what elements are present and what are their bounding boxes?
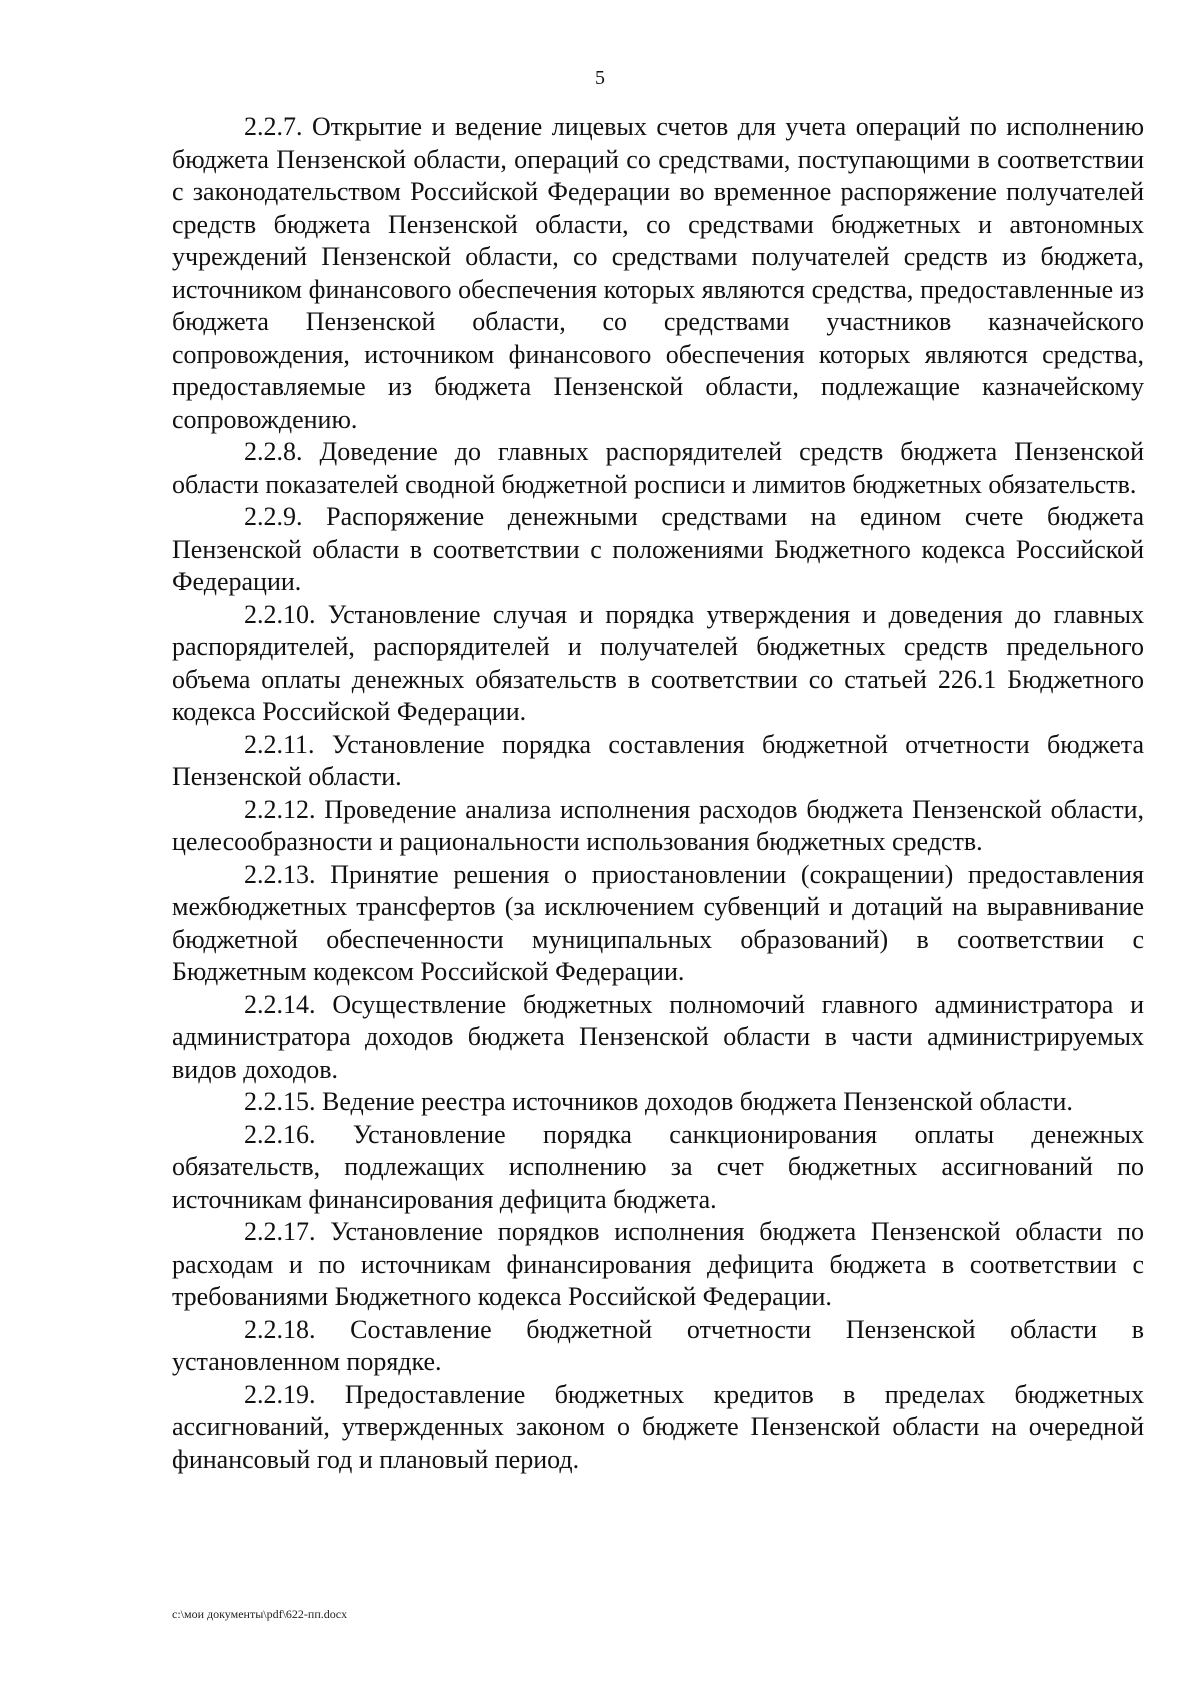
paragraph-2-2-8: 2.2.8. Доведение до главных распорядителей средств бюджета Пензенской области показателей сводной бюджетной росписи и лимитов бюджетных обязательств. [172, 437, 1144, 499]
paragraph-2-2-12: 2.2.12. Проведение анализа исполнения расходов бюджета Пензенской области, целесообразности и рациональности использования бюджетных средств. [172, 794, 1144, 856]
paragraph-2-2-18: 2.2.18. Составление бюджетной отчетности Пензенской области в установленном порядке. [172, 1314, 1144, 1376]
paragraph-2-2-9: 2.2.9. Распоряжение денежными средствами на едином счете бюджета Пензенской области в соответствии с положениями Бюджетного кодекса Российской Федерации. [172, 502, 1144, 596]
paragraph-2-2-17: 2.2.17. Установление порядков исполнения бюджета Пензенской области по расходам и по источникам финансирования дефицита бюджета в соответствии с требованиями Бюджетного кодекса Российской Федерации. [172, 1217, 1144, 1311]
paragraph-2-2-16: 2.2.16. Установление порядка санкционирования оплаты денежных обязательств, подлежащих исполнению за счет бюджетных ассигнований по источникам финансирования дефицита бюджета. [172, 1119, 1144, 1214]
footer-file-path: c:\мои документы\pdf\622-пп.docx [172, 1607, 348, 1621]
paragraph-2-2-11: 2.2.11. Установление порядка составления бюджетной отчетности бюджета Пензенской области. [172, 729, 1144, 791]
paragraph-2-2-10: 2.2.10. Установление случая и порядка утверждения и доведения до главных распорядителей, распорядителей и получателей бюджетных средств предельного объема оплаты денежных обязательств в соответствии со статьей 226.1 Бюджетного кодекса Российской Федерации. [172, 599, 1144, 726]
paragraph-2-2-13: 2.2.13. Принятие решения о приостановлении (сокращении) предоставления межбюджетных трансфертов (за исключением субвенций и дотаций на выравнивание бюджетной обеспеченности муниципальных образований) в соответствии с Бюджетным кодексом Российской Федерации. [172, 859, 1144, 986]
page-number: 5 [595, 67, 605, 89]
paragraph-2-2-7: 2.2.7. Открытие и ведение лицевых счетов для учета операций по исполнению бюджета Пензенской области, операций со средствами, поступающими в соответствии с законодательством Российской Федерации во временное распоряжение получателей средств бюджета Пензенской области, со средствами бюджетных и автономных учреждений Пензенской области, со средствами получателей средств из бюджета, источником финансового обеспечения которых являются средства, предоставленные из бюджета Пензенской области, со средствами участников казначейского сопровождения, источником финансового обеспечения которых являются средства, предоставляемые из бюджета Пензенской области, подлежащие казначейскому сопровождению. [172, 112, 1144, 434]
paragraph-2-2-14: 2.2.14. Осуществление бюджетных полномочий главного администратора и администратора доходов бюджета Пензенской области в части администрируемых видов доходов. [172, 989, 1144, 1084]
paragraph-2-2-15: 2.2.15. Ведение реестра источников доходов бюджета Пензенской области. [244, 1087, 1073, 1116]
paragraph-2-2-19: 2.2.19. Предоставление бюджетных кредитов в пределах бюджетных ассигнований, утвержденных законом о бюджете Пензенской области на очередной финансовый год и плановый период. [172, 1379, 1144, 1474]
document-body [172, 111, 1144, 1476]
